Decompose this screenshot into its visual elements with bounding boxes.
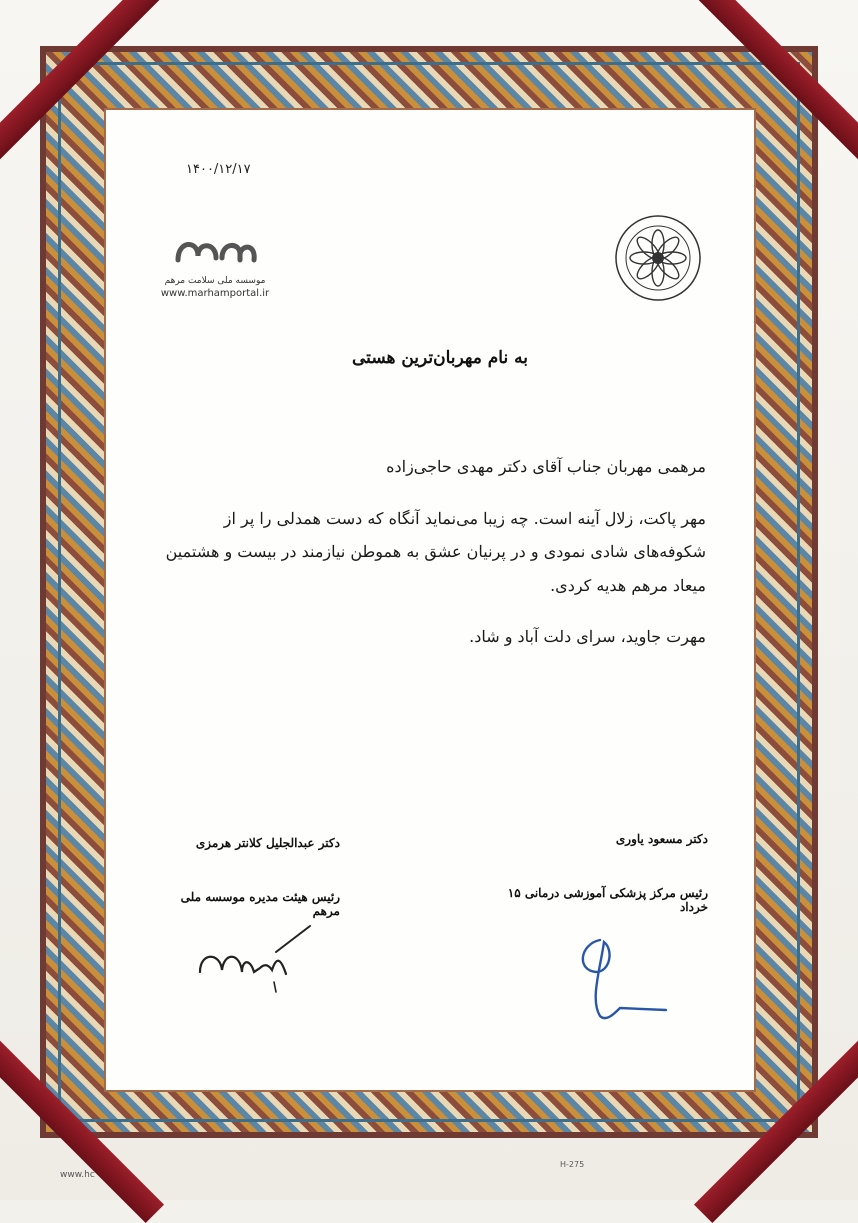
clinic-seal-icon [614, 214, 702, 302]
signatory-left [150, 836, 340, 918]
signatory-right [480, 832, 708, 914]
right-handwritten-signature [570, 930, 680, 1030]
footer-url: www.hc [60, 1170, 95, 1180]
certificate-heading: به نام مهربان‌ترین هستی [352, 348, 528, 368]
closing-line: مهرت جاوید، سرای دلت آباد و شاد. [469, 627, 706, 647]
salutation-line: مرهمی مهربان جناب آقای دکتر مهدی حاجی‌زاده [386, 457, 706, 476]
marham-logo [160, 230, 270, 299]
signatory-left-name: دکتر عبدالجلیل کلانتر هرمزی [195, 836, 340, 850]
marham-logo-mark-icon [170, 230, 260, 270]
signatory-right-title: رئیس مرکز پزشکی آموزشی درمانی ۱۵ خرداد [507, 886, 708, 914]
certificate-date: ۱۴۰۰/۱۲/۱۷ [186, 162, 251, 177]
left-handwritten-signature [190, 912, 340, 1002]
logo-subtitle: موسسه ملی سلامت مرهم [164, 276, 266, 286]
printer-footer: H-275 [560, 1160, 585, 1169]
signatory-right-name: دکتر مسعود یاوری [615, 832, 708, 846]
signatory-left-title: رئیس هیئت مدیره موسسه ملی مرهم [180, 890, 340, 918]
appreciation-paragraph: مهر پاکت، زلال آینه است. چه زیبا می‌نماید آنگاه که دست همدلی را پر از شکوفه‌های شادی نمودی و در پرنیان عشق به هموطن نیازمند در بیست و هشتمین میعاد مرهم هدیه کردی. [165, 508, 706, 595]
certificate-body [150, 450, 706, 672]
logo-url: www.marhamportal.ir [160, 288, 270, 299]
